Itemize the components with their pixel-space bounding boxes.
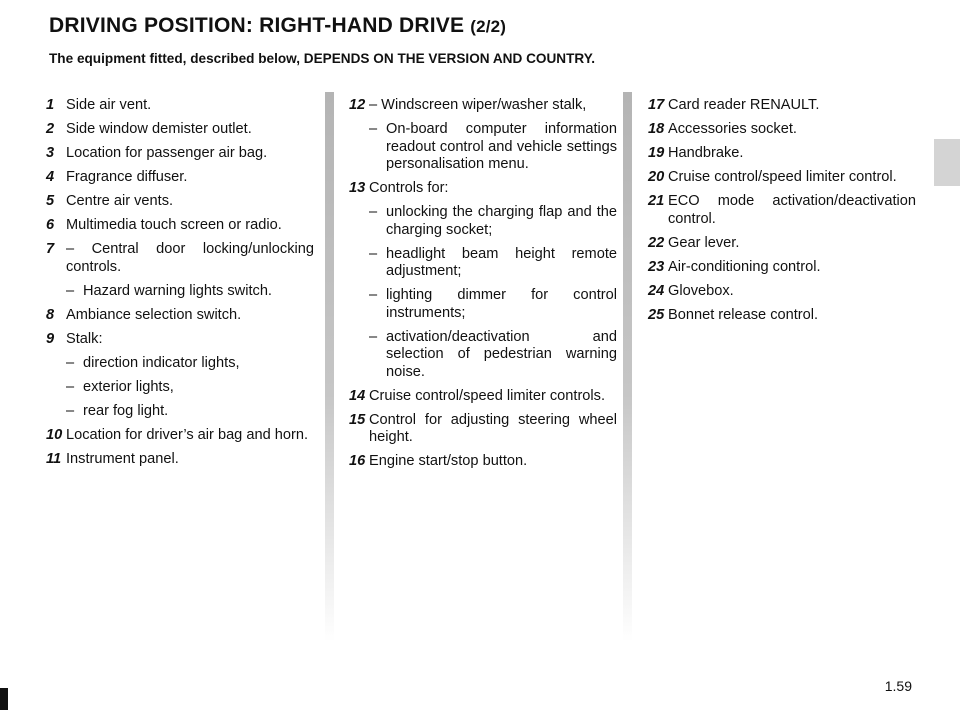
item-number: 24 bbox=[648, 282, 665, 299]
item-number: 14 bbox=[349, 387, 366, 404]
legend-subitem bbox=[46, 403, 314, 421]
legend-item-8 bbox=[46, 307, 314, 325]
section-tab-marker bbox=[934, 139, 960, 186]
dash-bullet: – bbox=[66, 378, 75, 395]
legend-subitem bbox=[46, 283, 314, 301]
item-number: 12 bbox=[349, 97, 366, 113]
item-number: 4 bbox=[46, 169, 55, 185]
subitem-text: On-board computer information readout control and vehicle settings personalisation menu. bbox=[386, 121, 617, 172]
item-text: Instrument panel. bbox=[66, 450, 179, 467]
item-text: Controls for: bbox=[369, 180, 449, 196]
legend-item-15 bbox=[349, 412, 617, 447]
legend-column-2 bbox=[349, 97, 617, 477]
page-subtitle: The equipment fitted, described below, DEPENDS ON THE VERSION AND COUNTRY. bbox=[49, 51, 596, 66]
dash-bullet: – bbox=[369, 121, 378, 137]
legend-item-11 bbox=[46, 451, 314, 469]
dash-bullet: – bbox=[369, 287, 378, 303]
dash-bullet: – bbox=[66, 282, 75, 299]
item-number: 8 bbox=[46, 306, 55, 323]
item-text: Control for adjusting steering wheel height. bbox=[369, 411, 617, 445]
dash-bullet: – bbox=[369, 204, 378, 220]
item-text: Cruise control/speed limiter controls. bbox=[369, 387, 606, 404]
item-number: 22 bbox=[648, 234, 665, 251]
dash-bullet: – bbox=[66, 402, 75, 419]
item-number: 20 bbox=[648, 169, 665, 185]
legend-item-24 bbox=[648, 283, 916, 301]
item-text: Multimedia touch screen or radio. bbox=[66, 217, 282, 233]
legend-item-12 bbox=[349, 97, 617, 115]
item-number: 9 bbox=[46, 330, 55, 347]
legend-item-25 bbox=[648, 307, 916, 325]
subitem-text: exterior lights, bbox=[83, 378, 174, 395]
item-number: 15 bbox=[349, 411, 366, 428]
page-number: 1.59 bbox=[884, 678, 912, 694]
item-number: 16 bbox=[349, 453, 366, 469]
legend-item-1 bbox=[46, 97, 314, 115]
dash-bullet: – bbox=[369, 245, 378, 262]
item-number: 11 bbox=[46, 450, 62, 467]
item-text: Location for passenger air bag. bbox=[66, 145, 268, 161]
dash-bullet: – bbox=[369, 328, 378, 345]
legend-item-21 bbox=[648, 193, 916, 228]
item-number: 5 bbox=[46, 193, 55, 209]
legend-subitem bbox=[349, 204, 617, 239]
subitem-text: Hazard warning lights switch. bbox=[83, 282, 272, 299]
column-divider-right bbox=[623, 92, 632, 642]
item-number: 21 bbox=[648, 193, 665, 209]
legend-item-4 bbox=[46, 169, 314, 187]
legend-item-14 bbox=[349, 388, 617, 406]
legend-item-17 bbox=[648, 97, 916, 115]
title-text: DRIVING POSITION: RIGHT-HAND DRIVE bbox=[49, 14, 465, 37]
title-part-indicator: (2/2) bbox=[470, 17, 507, 36]
legend-item-22 bbox=[648, 235, 916, 253]
legend-subitem bbox=[349, 287, 617, 322]
legend-subitem bbox=[46, 379, 314, 397]
item-text: Bonnet release control. bbox=[668, 306, 819, 323]
item-number: 18 bbox=[648, 121, 665, 137]
legend-item-3 bbox=[46, 145, 314, 163]
legend-item-19 bbox=[648, 145, 916, 163]
item-number: 25 bbox=[648, 306, 665, 323]
item-text: Fragrance diffuser. bbox=[66, 169, 188, 185]
legend-column-1 bbox=[46, 97, 314, 475]
legend-item-5 bbox=[46, 193, 314, 211]
item-number: 13 bbox=[349, 180, 366, 196]
item-number: 2 bbox=[46, 121, 55, 137]
legend-subitem bbox=[349, 246, 617, 281]
item-text: Ambiance selection switch. bbox=[66, 306, 242, 323]
subitem-text: rear fog light. bbox=[83, 402, 169, 419]
item-text: Cruise control/speed limiter control. bbox=[668, 169, 897, 185]
item-text: Side air vent. bbox=[66, 97, 152, 113]
legend-item-20 bbox=[648, 169, 916, 187]
item-text: Air-conditioning control. bbox=[668, 258, 821, 275]
subitem-text: activation/deactivation and selection of pedestrian warning noise. bbox=[386, 328, 617, 380]
item-number: 3 bbox=[46, 145, 55, 161]
legend-subitem bbox=[46, 355, 314, 373]
legend-item-2 bbox=[46, 121, 314, 139]
item-text: – Central door locking/unlocking controls. bbox=[66, 241, 314, 275]
item-text: Handbrake. bbox=[668, 145, 744, 161]
item-text: Location for driver’s air bag and horn. bbox=[66, 426, 309, 443]
item-number: 7 bbox=[46, 241, 55, 257]
legend-column-3 bbox=[648, 97, 916, 331]
page-title bbox=[49, 14, 506, 38]
item-text: Card reader RENAULT. bbox=[668, 97, 820, 113]
legend-item-16 bbox=[349, 453, 617, 471]
legend-subitem bbox=[349, 329, 617, 382]
item-number: 10 bbox=[46, 426, 63, 443]
corner-crop-mark bbox=[0, 688, 8, 710]
column-divider-left bbox=[325, 92, 334, 642]
subitem-text: unlocking the charging flap and the charging socket; bbox=[386, 204, 617, 238]
legend-item-7 bbox=[46, 241, 314, 276]
item-text: – Windscreen wiper/washer stalk, bbox=[369, 97, 587, 113]
item-number: 23 bbox=[648, 258, 665, 275]
item-number: 17 bbox=[648, 97, 665, 113]
item-text: Centre air vents. bbox=[66, 193, 174, 209]
item-text: ECO mode activation/deactivation control. bbox=[668, 193, 916, 227]
item-number: 19 bbox=[648, 145, 665, 161]
subitem-text: lighting dimmer for control instruments; bbox=[386, 287, 617, 321]
item-text: Accessories socket. bbox=[668, 121, 797, 137]
dash-bullet: – bbox=[66, 354, 75, 371]
item-text: Engine start/stop button. bbox=[369, 453, 528, 469]
item-text: Glovebox. bbox=[668, 282, 734, 299]
legend-item-23 bbox=[648, 259, 916, 277]
legend-item-13 bbox=[349, 180, 617, 198]
legend-item-18 bbox=[648, 121, 916, 139]
item-number: 1 bbox=[46, 97, 55, 113]
legend-item-6 bbox=[46, 217, 314, 235]
item-text: Side window demister outlet. bbox=[66, 121, 252, 137]
subitem-text: direction indicator lights, bbox=[83, 354, 240, 371]
item-text: Stalk: bbox=[66, 330, 103, 347]
item-text: Gear lever. bbox=[668, 234, 740, 251]
subitem-text: headlight beam height remote adjustment; bbox=[386, 245, 617, 279]
legend-item-10 bbox=[46, 427, 314, 445]
item-number: 6 bbox=[46, 217, 55, 233]
legend-subitem bbox=[349, 121, 617, 174]
legend-item-9 bbox=[46, 331, 314, 349]
